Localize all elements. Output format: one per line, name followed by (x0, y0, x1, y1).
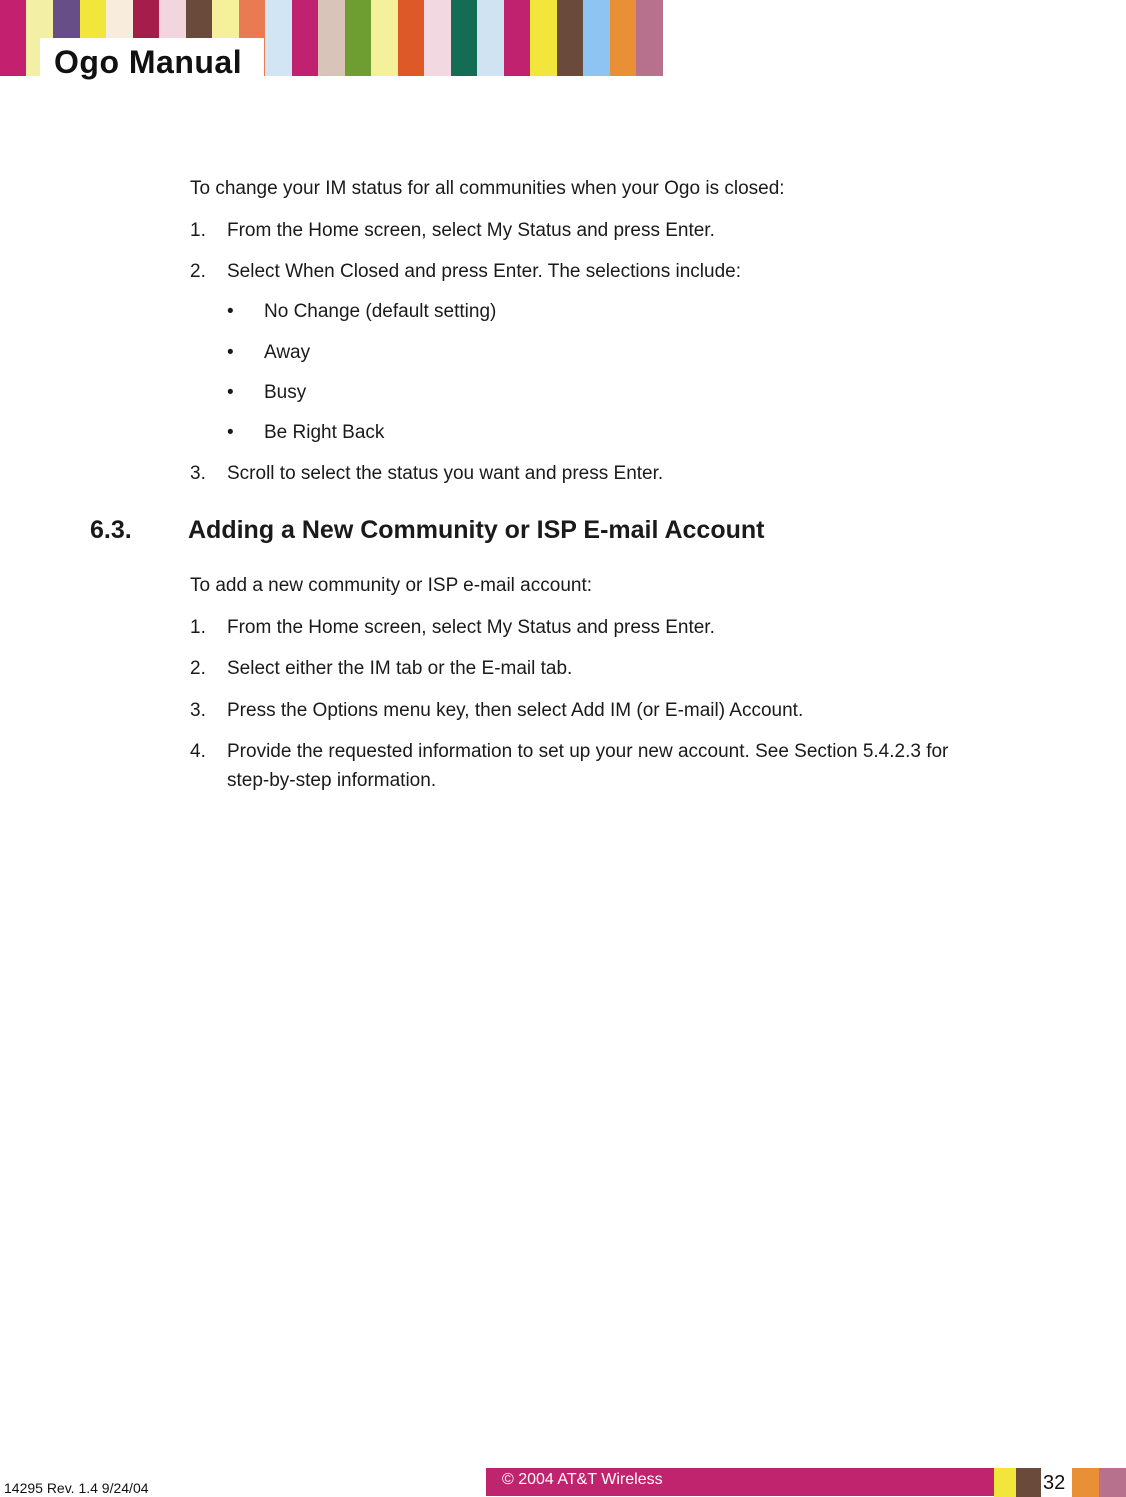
step-4-number: 4. (190, 741, 206, 762)
step-3-number: 3. (190, 700, 206, 721)
step-1-text: From the Home screen, select My Status and press Enter. (227, 617, 715, 638)
footer-color-block (1016, 1468, 1041, 1497)
bullet-icon: • (227, 382, 234, 403)
step-1-number: 1. (190, 617, 206, 638)
intro-step-3-number: 3. (190, 463, 206, 484)
status-option: No Change (default setting) (264, 301, 497, 322)
header-stripe (0, 0, 26, 76)
header-stripe (424, 0, 451, 76)
header-stripe (345, 0, 371, 76)
intro-lead: To change your IM status for all communities when your Ogo is closed: (190, 178, 785, 199)
step-4-text-continued: step-by-step information. (227, 770, 437, 791)
document-reference: 14295 Rev. 1.4 9/24/04 (4, 1480, 149, 1496)
header-stripe (292, 0, 318, 76)
intro-step-1-number: 1. (190, 220, 206, 241)
header-stripe (477, 0, 504, 76)
bullet-icon: • (227, 422, 234, 443)
intro-step-1-text: From the Home screen, select My Status and press Enter. (227, 220, 715, 241)
header-stripe (610, 0, 636, 76)
bullet-icon: • (227, 301, 234, 322)
status-option: Busy (264, 382, 307, 403)
header-stripe (265, 0, 292, 76)
header-stripe (504, 0, 530, 76)
header-stripe (451, 0, 477, 76)
step-2-text: Select either the IM tab or the E-mail tab. (227, 658, 573, 679)
section-number: 6.3. (90, 516, 132, 544)
header-stripe (398, 0, 424, 76)
step-4-text: Provide the requested information to set up your new account. See Section 5.4.2.3 for (227, 741, 949, 762)
header-stripe (318, 0, 345, 76)
header-stripe (636, 0, 663, 76)
intro-step-2-text: Select When Closed and press Enter. The selections include: (227, 261, 741, 282)
intro-step-2-number: 2. (190, 261, 206, 282)
footer-color-block (1072, 1468, 1099, 1497)
header-stripe (583, 0, 610, 76)
intro-step-3-text: Scroll to select the status you want and press Enter. (227, 463, 664, 484)
copyright-text: © 2004 AT&T Wireless (502, 1471, 663, 1488)
status-option: Be Right Back (264, 422, 385, 443)
status-option: Away (264, 342, 311, 363)
bullet-icon: • (227, 342, 234, 363)
header-stripe (557, 0, 583, 76)
section-title: Adding a New Community or ISP E-mail Account (188, 516, 765, 544)
header-stripe (371, 0, 398, 76)
page-number: 32 (1043, 1472, 1066, 1494)
footer-color-block (994, 1468, 1016, 1497)
manual-title: Ogo Manual (54, 44, 243, 80)
step-3-text: Press the Options menu key, then select Add IM (or E-mail) Account. (227, 700, 804, 721)
footer-color-block (1099, 1468, 1126, 1497)
section-lead: To add a new community or ISP e-mail account: (190, 575, 593, 596)
step-2-number: 2. (190, 658, 206, 679)
header-stripe (530, 0, 557, 76)
